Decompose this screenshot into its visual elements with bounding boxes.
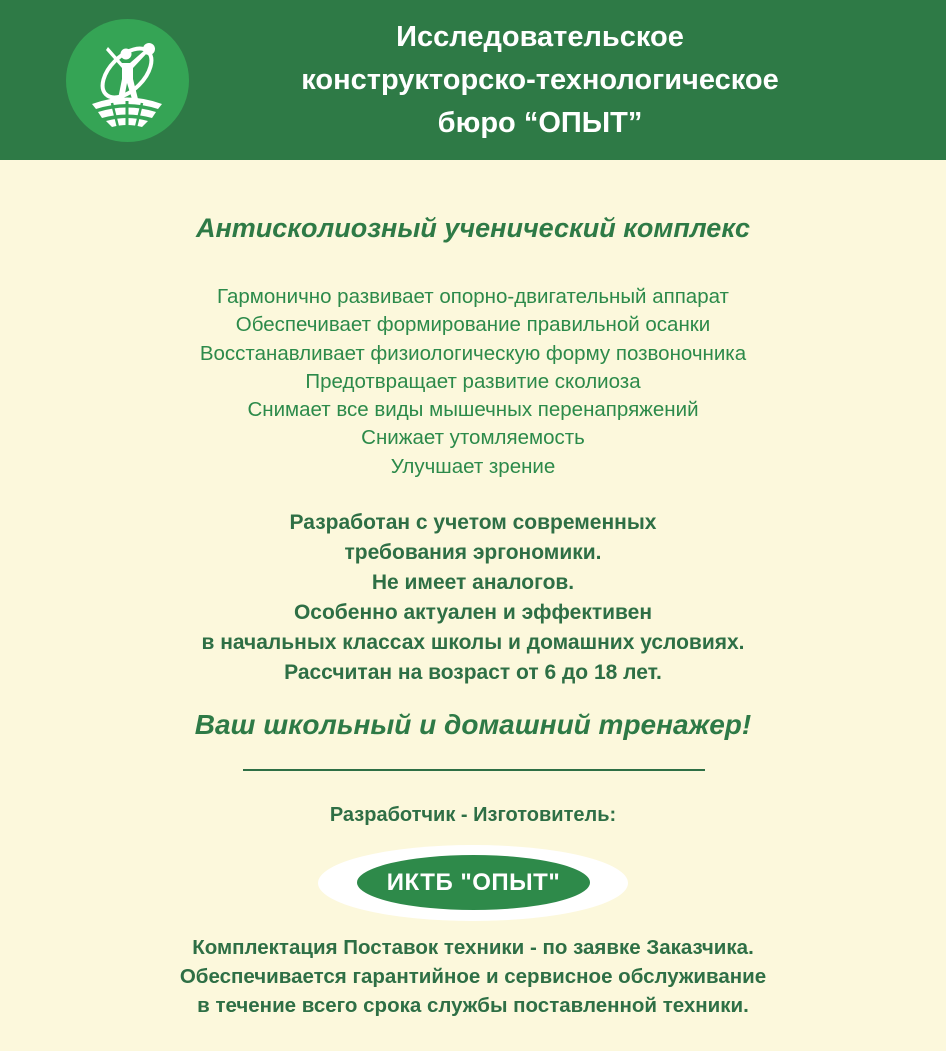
maker-label: Разработчик - Изготовитель:: [329, 804, 617, 826]
usage-line: Особенно актуален и эффективен: [293, 601, 653, 624]
header-banner: [0, 0, 946, 160]
footer-note: [0, 933, 946, 1020]
benefit-item: Обеспечивает формирование правильной осанки: [235, 313, 711, 337]
footer-line: Обеспечивается гарантийное и сервисное обслуживание: [179, 965, 767, 988]
company-title: [190, 16, 890, 145]
footer-line: Комплектация Поставок техники - по заявке Заказчика.: [192, 936, 754, 959]
usage-note: [0, 598, 946, 688]
divider-line: [243, 769, 705, 771]
company-title-line: Исследовательское: [396, 21, 684, 53]
slogan: Ваш школьный и домашний тренажер!: [194, 709, 752, 740]
benefit-item: Гармонично развивает опорно-двигательный аппарат: [217, 285, 729, 308]
human-figure-globe-logo-icon: [66, 19, 189, 142]
development-line: Не имеет аналогов.: [371, 571, 575, 594]
benefit-item: Улучшает зрение: [390, 454, 556, 478]
development-line: Разработан с учетом современных: [289, 511, 657, 534]
footer-line: в течение всего срока службы поставленной техники.: [197, 994, 749, 1017]
benefit-item: Снимает все виды мышечных перенапряжений: [247, 398, 699, 422]
usage-line: Рассчитан на возраст от 6 до 18 лет.: [284, 661, 662, 684]
product-title: Антисколиозный ученический комплекс: [195, 213, 751, 243]
company-title-line: конструкторско-технологическое: [301, 64, 779, 96]
usage-line: в начальных классах школы и домашних условиях.: [201, 631, 745, 654]
benefit-item: Снижает утомляемость: [361, 426, 585, 450]
company-title-line: бюро “ОПЫТ”: [437, 107, 643, 139]
maker-badge: ИКТБ "ОПЫТ": [357, 855, 590, 910]
benefits-list: [0, 283, 946, 481]
development-line: требования эргономики.: [344, 541, 602, 564]
benefit-item: Восстанавливает физиологическую форму позвоночника: [199, 341, 747, 365]
development-note: [0, 508, 946, 598]
benefit-item: Предотвращает развитие сколиоза: [305, 369, 641, 393]
